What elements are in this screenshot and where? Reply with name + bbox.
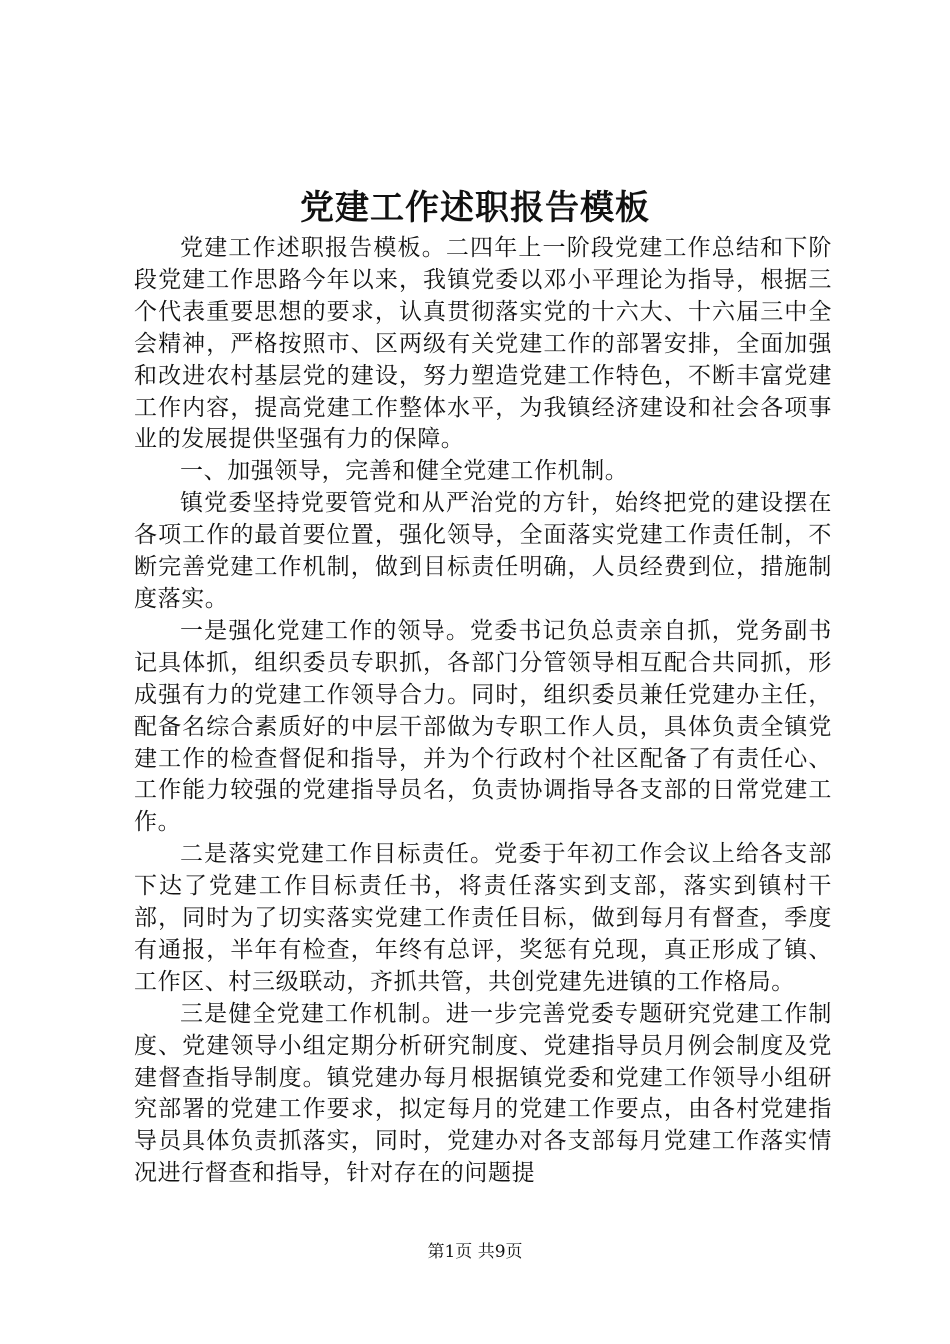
paragraph-section-heading: 一、加强领导，完善和健全党建工作机制。	[180, 458, 629, 485]
paragraph-party-committee: 镇党委坚持党要管党和从严治党的方针，始终把党的建设摆在各项工作的最首要位置，强化领导，全面落实党建工作责任制，不断完善党建工作机制，做到目标责任明确，人员经费到位，措施制度落实。	[134, 490, 832, 612]
paragraph-intro: 党建工作述职报告模板。二四年上一阶段党建工作总结和下阶段党建工作思路今年以来，我镇党委以邓小平理论为指导，根据三个代表重要思想的要求，认真贯彻落实党的十六大、十六届三中全会精神，严格按照市、区两级有关党建工作的部署安排，全面加强和改进农村基层党的建设，努力塑造党建工作特色，不断丰富党建工作内容，提高党建工作整体水平，为我镇经济建设和社会各项事业的发展提供坚强有力的保障。	[134, 235, 832, 453]
document-title: 党建工作述职报告模板	[300, 188, 650, 228]
page-footer: 第1页 共9页	[427, 1242, 523, 1262]
document-body	[134, 233, 832, 1190]
paragraph-point-three: 三是健全党建工作机制。进一步完善党委专题研究党建工作制度、党建领导小组定期分析研究制度、党建指导员月例会制度及党建督查指导制度。镇党建办每月根据镇党委和党建工作领导小组研究部署的党建工作要求，拟定每月的党建工作要点，由各村党建指导员具体负责抓落实，同时，党建办对各支部每月党建工作落实情况进行督查和指导，针对存在的问题提	[134, 1000, 832, 1187]
paragraph-point-two: 二是落实党建工作目标责任。党委于年初工作会议上给各支部下达了党建工作目标责任书，将责任落实到支部，落实到镇村干部，同时为了切实落实党建工作责任目标，做到每月有督查，季度有通报，半年有检查，年终有总评，奖惩有兑现，真正形成了镇、工作区、村三级联动，齐抓共管，共创党建先进镇的工作格局。	[134, 841, 832, 995]
paragraph-point-one: 一是强化党建工作的领导。党委书记负总责亲自抓，党务副书记具体抓，组织委员专职抓，各部门分管领导相互配合共同抓，形成强有力的党建工作领导合力。同时，组织委员兼任党建办主任，配备名综合素质好的中层干部做为专职工作人员，具体负责全镇党建工作的检查督促和指导，并为个行政村个社区配备了有责任心、工作能力较强的党建指导员名，负责协调指导各支部的日常党建工作。	[134, 617, 832, 836]
